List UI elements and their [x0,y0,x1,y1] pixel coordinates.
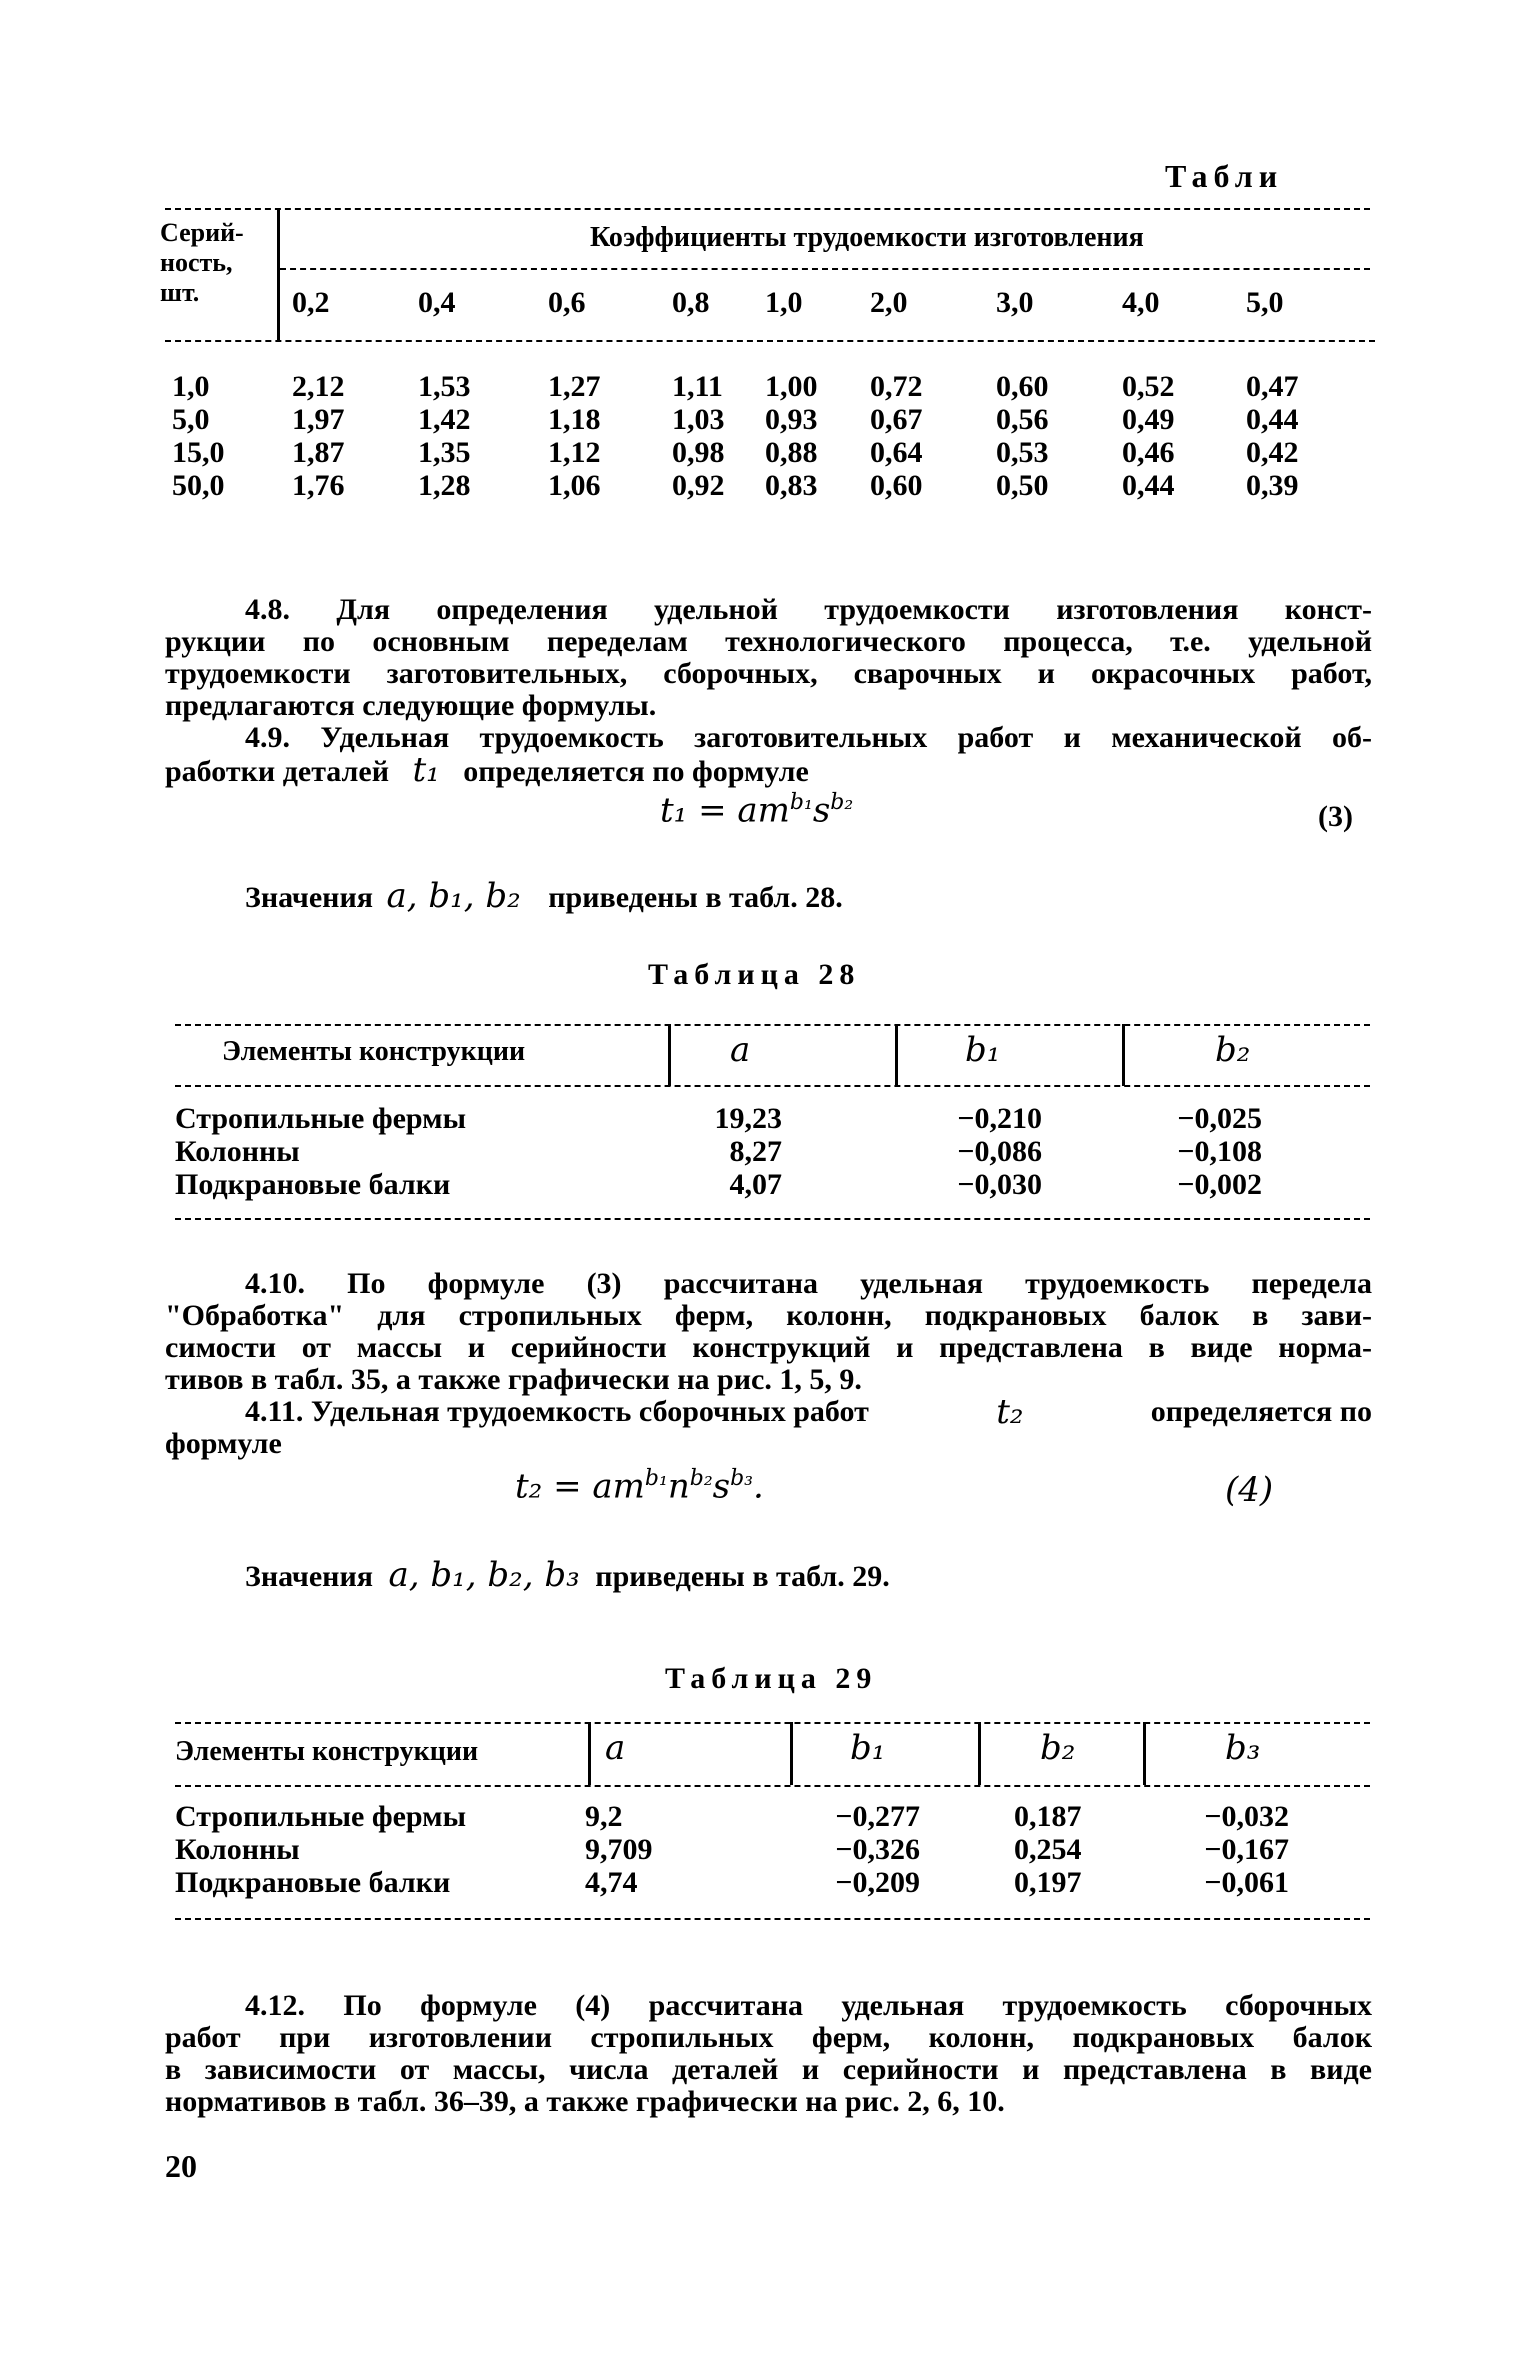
formula-4 [515,1466,764,1506]
table-rule [280,268,1370,270]
table-cell: −0,061 [1204,1866,1289,1899]
formula-exponent: b₁ [644,1466,668,1491]
table-cell: 0,187 [1014,1800,1082,1833]
text-line: в зависимости от массы, числа деталей и серийности и представлена в виде [165,2053,1372,2086]
table-cell: 1,87 [292,436,345,469]
text: определяется по формуле [463,755,809,788]
text-line: 4.12. По формуле (4) рассчитана удельная трудоемкость сборочных [245,1989,1372,2022]
table-cell: 1,97 [292,403,345,436]
formula-exponent: b₃ [730,1466,753,1491]
text: Значения [245,1560,373,1593]
column-header: b₁ [965,1030,1001,1070]
table-cell: −0,030 [957,1168,1042,1201]
row-label: Подкрановые балки [175,1866,451,1899]
table-rule [175,1024,1370,1026]
table-cell: 1,76 [292,469,345,502]
table-divider [790,1722,793,1785]
table-cell: 9,2 [585,1800,623,1833]
table-cell: 8,27 [729,1135,782,1168]
formula-part: t₂ = am [515,1466,645,1507]
text-line: "Обработка" для стропильных ферм, колонн, подкрановых балок в зави- [165,1299,1372,1332]
table-cell: 0,52 [1122,370,1175,403]
table-cell: 2,12 [292,370,345,403]
table-cell: −0,210 [957,1102,1042,1135]
table-divider [895,1024,898,1086]
formula-3 [660,790,853,830]
row-label: Стропильные фермы [175,1102,467,1135]
table-divider [1143,1722,1146,1785]
column-header: Элементы конструкции [175,1736,479,1767]
table-cell: 9,709 [585,1833,653,1866]
text-line [165,750,809,790]
table-cell: 4,07 [729,1168,782,1201]
formula-exponent: b₂ [689,1466,713,1491]
header-line: шт. [160,278,200,307]
table-cell: 1,11 [672,370,723,403]
table-cell: 0,50 [996,469,1049,502]
text-line: трудоемкости заготовительных, сборочных, сварочных и окрасочных работ, [165,657,1372,690]
row-label: 50,0 [172,469,225,502]
table-cell: 1,42 [418,403,471,436]
symbols: a, b₁, b₂, b₃ [388,1555,580,1595]
text-line: рукции по основным переделам технологического процесса, т.е. удельной [165,625,1372,658]
text-line: симости от массы и серийности конструкций и представлена в виде норма- [165,1331,1372,1364]
text-line: предлагаются следующие формулы. [165,689,657,722]
text: приведены в табл. 29. [595,1560,890,1593]
table-cell: 0,60 [996,370,1049,403]
table-cell: 1,06 [548,469,601,502]
table-cell: 1,27 [548,370,601,403]
table-cell: 0,83 [765,469,818,502]
header-line: ность, [160,248,233,277]
column-header: 1,0 [765,286,803,319]
header-line: Серий- [160,218,244,247]
table-divider [588,1722,591,1785]
formula-number: (3) [1318,800,1353,833]
table-cell: 0,98 [672,436,725,469]
variable-t2: t₂ [996,1392,1024,1432]
table-cell: −0,277 [835,1800,920,1833]
column-header: a [730,1030,751,1070]
row-label: 1,0 [172,370,210,403]
table-cell: −0,209 [835,1866,920,1899]
table-cell: −0,326 [835,1833,920,1866]
formula-part: t₁ = am [660,790,790,831]
table-caption: Таблица 29 [665,1662,878,1695]
table-cell: 1,28 [418,469,471,502]
text-line: 4.8. Для определения удельной трудоемкости изготовления конст- [245,593,1372,626]
table-cell: 1,53 [418,370,471,403]
table-cell: 0,56 [996,403,1049,436]
table-cell: −0,167 [1204,1833,1289,1866]
symbols: a, b₁, b₂ [386,876,521,916]
variable-t1: t₁ [412,750,440,790]
text-line: формуле [165,1427,282,1460]
formula-number: (4) [1225,1470,1274,1510]
table-cell: 4,74 [585,1866,638,1899]
table-cell: 0,39 [1246,469,1299,502]
table-rule [175,1918,1370,1920]
table-cell: 0,64 [870,436,923,469]
column-header: b₁ [850,1728,886,1768]
text-line: работ при изготовлении стропильных ферм, колонн, подкрановых балок [165,2021,1372,2054]
row-label: Колонны [175,1135,300,1168]
table-cell: 1,03 [672,403,725,436]
text: Значения [245,881,373,914]
table-rule [165,208,1370,210]
table-cell: 0,197 [1014,1866,1082,1899]
text-line: 4.10. По формуле (3) рассчитана удельная трудоемкость передела [245,1267,1372,1300]
values-line-29 [245,1555,890,1595]
row-label: Колонны [175,1833,300,1866]
table-cell: 0,72 [870,370,923,403]
text: работки деталей [165,755,389,788]
table-cell: 19,23 [714,1102,782,1135]
table-cell: 0,47 [1246,370,1299,403]
column-header: 0,4 [418,286,456,319]
table-cell: 0,49 [1122,403,1175,436]
table-divider [978,1722,981,1785]
table-cell: 0,42 [1246,436,1299,469]
formula-part: s [712,1466,731,1507]
table-rule [175,1785,1370,1787]
column-header: b₂ [1040,1728,1076,1768]
table-caption: Таблица 28 [648,958,861,991]
column-header: 0,2 [292,286,330,319]
row-label: 5,0 [172,403,210,436]
table-cell: 0,92 [672,469,725,502]
text: определяется по [1150,1395,1372,1428]
table-cell: −0,032 [1204,1800,1289,1833]
text-line: тивов в табл. 35, а также графически на рис. 1, 5, 9. [165,1363,862,1396]
formula-part: s [812,790,831,831]
table-cell: 0,254 [1014,1833,1082,1866]
table-rule [175,1722,1370,1724]
formula-part: . [753,1466,764,1507]
formula-exponent: b₂ [830,790,854,815]
coefficients-group-header: Коэффициенты трудоемкости изготовления [590,222,1144,253]
column-header: 2,0 [870,286,908,319]
table-cell: 0,46 [1122,436,1175,469]
text-line [245,1392,1372,1432]
column-header: Элементы конструкции [222,1036,526,1067]
table-cell: 0,44 [1122,469,1175,502]
row-label: 15,0 [172,436,225,469]
values-line-28 [245,876,843,916]
column-header: a [605,1728,626,1768]
table-cell: −0,108 [1177,1135,1262,1168]
seriality-header [160,218,244,308]
table-cell: 1,35 [418,436,471,469]
text: приведены в табл. 28. [548,881,843,914]
page-number: 20 [165,2148,197,2184]
column-header: 4,0 [1122,286,1160,319]
table-caption: Табли [1165,158,1284,194]
table-cell: −0,025 [1177,1102,1262,1135]
column-header: 3,0 [996,286,1034,319]
text: 4.11. Удельная трудоемкость сборочных работ [245,1395,869,1428]
text-line: нормативов в табл. 36–39, а также графически на рис. 2, 6, 10. [165,2085,1005,2118]
table-cell: −0,002 [1177,1168,1262,1201]
table-cell: 1,18 [548,403,601,436]
table-rule [175,1085,1370,1087]
table-cell: 0,53 [996,436,1049,469]
table-cell: 0,93 [765,403,818,436]
text-line: 4.9. Удельная трудоемкость заготовительных работ и механической об- [245,721,1372,754]
column-header: b₂ [1215,1030,1251,1070]
table-divider [668,1024,671,1086]
column-header: 0,8 [672,286,710,319]
column-header: 0,6 [548,286,586,319]
formula-part: n [667,1466,690,1507]
table-divider [1122,1024,1125,1086]
table-cell: 0,60 [870,469,923,502]
table-cell: 0,44 [1246,403,1299,436]
table-cell: −0,086 [957,1135,1042,1168]
table-cell: 0,88 [765,436,818,469]
table-rule [165,340,1375,342]
table-cell: 0,67 [870,403,923,436]
table-divider [277,208,280,342]
table-cell: 1,12 [548,436,601,469]
column-header: 5,0 [1246,286,1284,319]
table-rule [175,1218,1370,1220]
formula-exponent: b₁ [789,790,813,815]
column-header: b₃ [1225,1728,1261,1768]
row-label: Подкрановые балки [175,1168,451,1201]
row-label: Стропильные фермы [175,1800,467,1833]
table-cell: 1,00 [765,370,818,403]
